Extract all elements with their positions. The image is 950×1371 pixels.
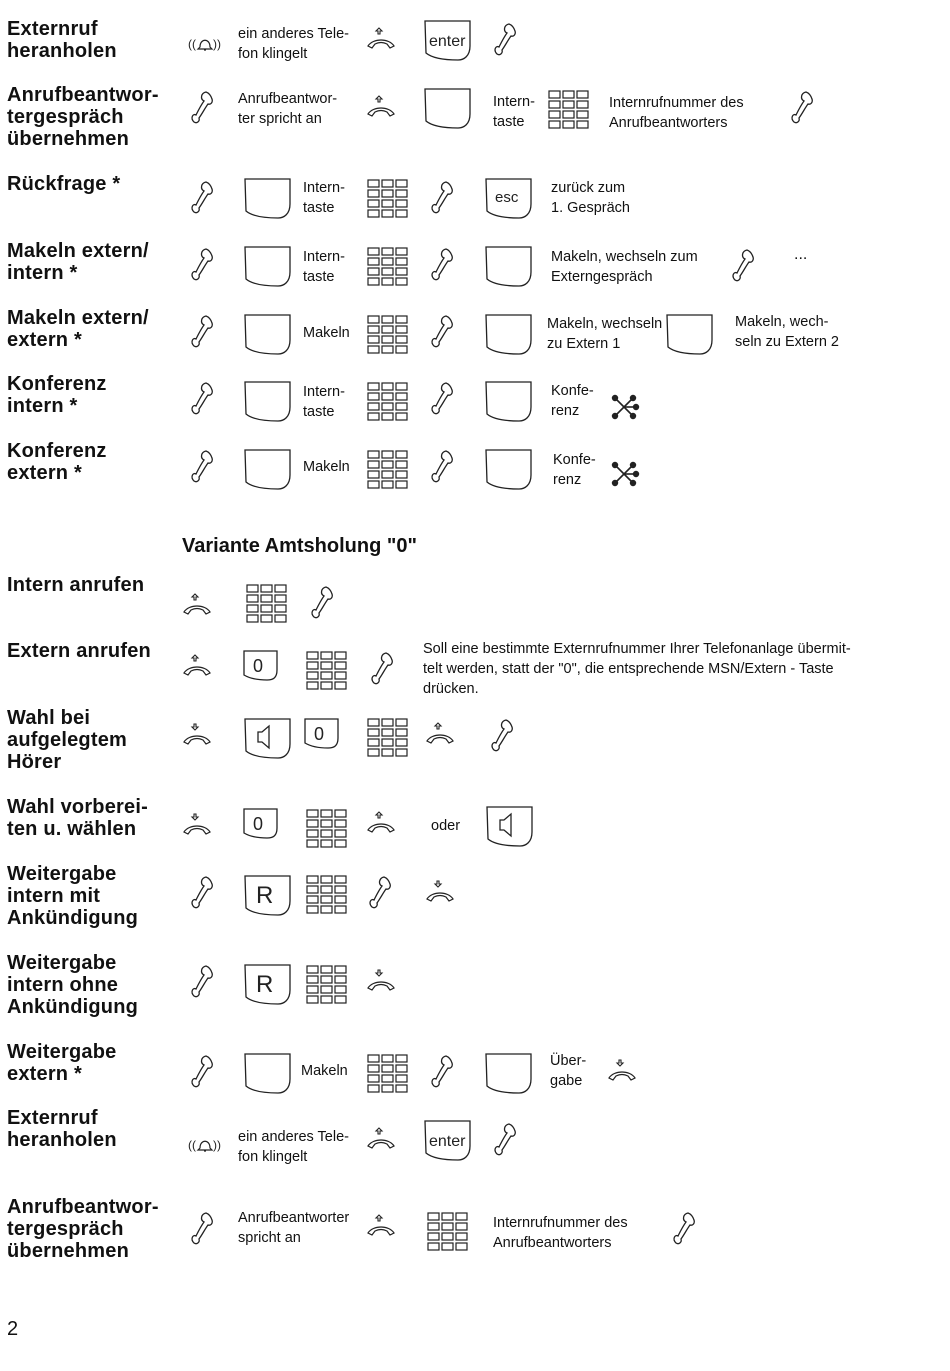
step-text: Anrufbeantworter spricht an: [238, 1210, 350, 1246]
step-text: Intern- taste: [303, 180, 345, 216]
talk-icon: [492, 718, 514, 752]
step-text: Intern- taste: [303, 249, 345, 285]
handset-down-icon: [426, 881, 456, 903]
keypad-icon: [368, 1055, 408, 1093]
transfer-key: [485, 1053, 533, 1095]
row-label: Wahl bei aufgelegtem Hörer: [7, 707, 128, 773]
handset-lift-icon: [367, 96, 397, 118]
extern2-key: [666, 314, 714, 356]
step-text: Konfe- renz: [551, 383, 594, 419]
enter-key: [424, 1120, 472, 1162]
step-text: Makeln: [303, 325, 350, 341]
keypad-icon: [247, 585, 287, 623]
row-label: Externruf heranholen: [7, 1107, 117, 1151]
talk-icon: [192, 180, 214, 214]
step-text: Intern- taste: [303, 384, 345, 420]
talk-icon: [432, 247, 454, 281]
talk-icon: [432, 449, 454, 483]
handset-down-icon: [367, 970, 397, 992]
zero-key-label: 0: [253, 814, 264, 834]
row-label: Wahl vorberei- ten u. wählen: [7, 796, 148, 840]
talk-icon: [192, 964, 214, 998]
handset-lift-icon: [426, 723, 456, 745]
talk-icon: [432, 180, 454, 214]
r-key-label: R: [256, 971, 274, 998]
row-label: Weitergabe intern ohne Ankündigung: [7, 952, 139, 1018]
zero-key-label: 0: [253, 656, 264, 676]
step-text: Internrufnummer des Anrufbeantworters: [493, 1215, 628, 1251]
talk-icon: [192, 449, 214, 483]
handset-lift-icon: [183, 594, 213, 616]
enter-key-label: enter: [429, 1133, 466, 1150]
talk-icon: [192, 381, 214, 415]
keypad-icon: [368, 316, 408, 354]
talk-icon: [792, 90, 814, 124]
intern-key: [244, 178, 292, 220]
talk-icon: [372, 651, 394, 685]
r-key: [244, 964, 292, 1006]
step-text: Internrufnummer des Anrufbeantworters: [609, 95, 744, 131]
konferenz-key: [485, 381, 533, 423]
talk-icon: [192, 875, 214, 909]
step-text: Makeln: [303, 459, 350, 475]
extern1-key: [485, 314, 533, 356]
talk-icon: [495, 22, 517, 56]
row-label: Weitergabe intern mit Ankündigung: [7, 863, 139, 929]
section-title: Variante Amtsholung "0": [182, 535, 417, 557]
row-label: Rückfrage *: [7, 173, 121, 195]
talk-icon: [674, 1211, 696, 1245]
keypad-icon: [428, 1213, 468, 1251]
intern-key: [424, 88, 472, 130]
conference-star-icon: [612, 395, 640, 421]
ellipsis-text: ...: [794, 246, 808, 263]
esc-key: [485, 178, 533, 220]
row-label: Konferenz intern *: [7, 373, 107, 417]
makeln-key: [244, 449, 292, 491]
handset-lift-icon: [367, 812, 397, 834]
ring-icon: [188, 1135, 224, 1155]
makeln-key: [244, 314, 292, 356]
or-text: oder: [431, 818, 461, 834]
row-label: Makeln extern/ intern *: [7, 240, 149, 284]
step-text: Makeln: [301, 1063, 348, 1079]
handset-lift-icon: [367, 1215, 397, 1237]
talk-icon: [733, 248, 755, 282]
step-text: Anrufbeantwor- ter spricht an: [238, 91, 338, 127]
row-label: Konferenz extern *: [7, 440, 107, 484]
talk-icon: [192, 90, 214, 124]
step-text: Über- gabe: [550, 1053, 587, 1089]
keypad-icon: [368, 451, 408, 489]
row-label: Anrufbeantwor- tergespräch übernehmen: [7, 84, 159, 150]
r-key-label: R: [256, 882, 274, 909]
keypad-icon: [549, 91, 589, 129]
handset-down-icon: [183, 724, 213, 746]
keypad-icon: [368, 180, 408, 218]
makeln-key: [244, 1053, 292, 1095]
talk-icon: [495, 1122, 517, 1156]
step-text: ein anderes Tele- fon klingelt: [238, 26, 349, 62]
step-text: zurück zum 1. Gespräch: [551, 180, 630, 216]
note-text: Soll eine bestimmte Externrufnummer Ihrer Telefonanlage übermit- telt werden, statt der "0", die entsprechende MSN/Extern - Taste drücken.: [423, 641, 851, 697]
talk-icon: [192, 314, 214, 348]
talk-icon: [432, 1054, 454, 1088]
row-label: Anrufbeantwor- tergespräch übernehmen: [7, 1196, 159, 1262]
intern-key: [244, 246, 292, 288]
step-text: Konfe- renz: [553, 452, 596, 488]
zero-key-label: 0: [314, 724, 325, 744]
step-text: Intern- taste: [493, 94, 535, 130]
talk-icon: [192, 247, 214, 281]
handset-down-icon: [608, 1060, 638, 1082]
keypad-icon: [368, 719, 408, 757]
row-label: Makeln extern/ extern *: [7, 307, 149, 351]
page-number: 2: [7, 1318, 19, 1340]
enter-key: [424, 20, 472, 62]
step-text: Makeln, wechseln zum Externgespräch: [551, 249, 698, 285]
zero-key: [243, 650, 279, 682]
talk-icon: [432, 381, 454, 415]
conference-star-icon: [612, 462, 640, 488]
ring-icon: [188, 34, 224, 54]
talk-icon: [192, 1211, 214, 1245]
handset-down-icon: [183, 814, 213, 836]
row-label: Weitergabe extern *: [7, 1041, 117, 1085]
talk-icon: [432, 314, 454, 348]
keypad-icon: [307, 966, 347, 1004]
keypad-icon: [368, 248, 408, 286]
talk-icon: [312, 585, 334, 619]
talk-icon: [192, 1054, 214, 1088]
step-text: Makeln, wech- seln zu Extern 2: [735, 314, 839, 350]
speaker-key: [486, 806, 534, 848]
keypad-icon: [307, 876, 347, 914]
handset-lift-icon: [183, 655, 213, 677]
intern-key: [244, 381, 292, 423]
zero-key: [304, 718, 340, 750]
enter-key-label: enter: [429, 33, 466, 50]
keypad-icon: [307, 810, 347, 848]
handset-lift-icon: [367, 28, 397, 50]
makeln-key: [485, 246, 533, 288]
talk-icon: [370, 875, 392, 909]
speaker-key: [244, 718, 292, 760]
row-label: Intern anrufen: [7, 574, 145, 596]
row-label: Externruf heranholen: [7, 18, 117, 62]
r-key: [244, 875, 292, 917]
step-text: ein anderes Tele- fon klingelt: [238, 1129, 349, 1165]
handset-lift-icon: [367, 1128, 397, 1150]
keypad-icon: [368, 383, 408, 421]
step-text: Makeln, wechseln zu Extern 1: [547, 316, 663, 352]
esc-key-label: esc: [495, 189, 519, 206]
row-label: Extern anrufen: [7, 640, 151, 662]
zero-key: [243, 808, 279, 840]
konferenz-key: [485, 449, 533, 491]
keypad-icon: [307, 652, 347, 690]
